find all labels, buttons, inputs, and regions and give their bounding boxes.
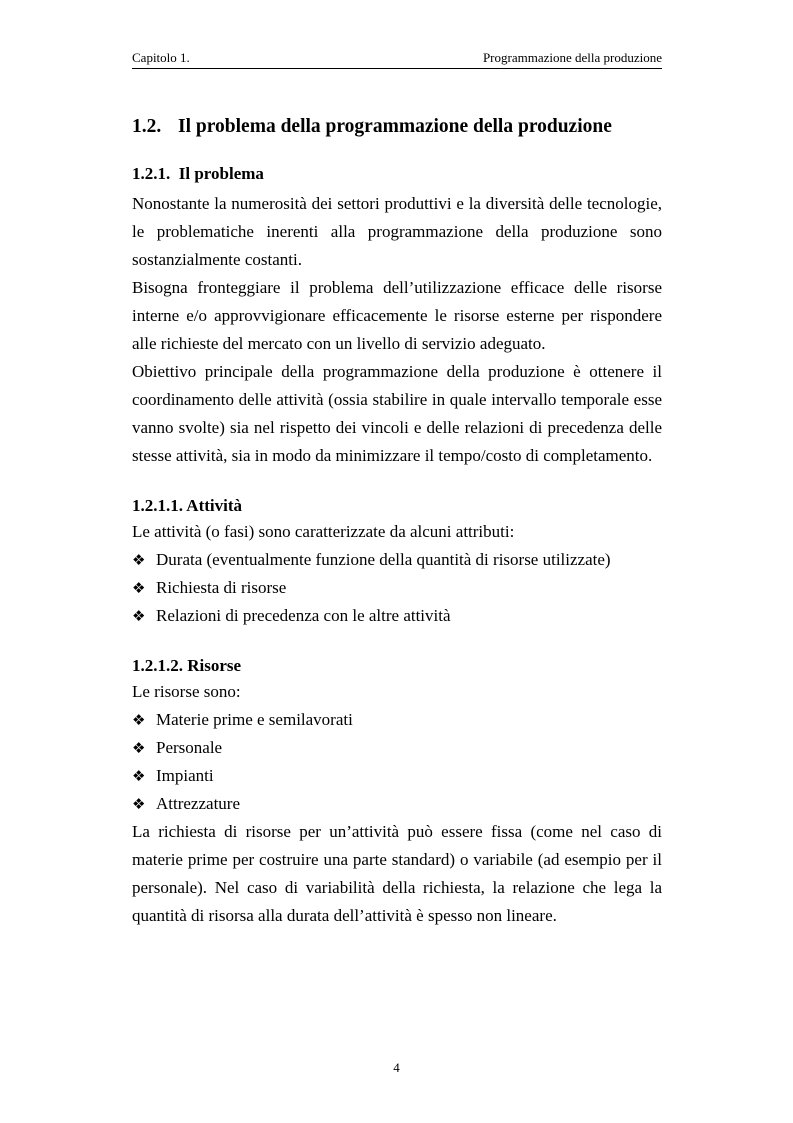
list-item: ❖ Relazioni di precedenza con le altre attività — [132, 602, 662, 630]
diamond-bullet-icon: ❖ — [132, 711, 146, 729]
page-number: 4 — [393, 1060, 400, 1075]
paragraph-objective: Obiettivo principale della programmazione della produzione è ottenere il coordinamento delle attività (ossia stabilire in quale intervallo temporale esse vanno svolte) sia nel rispetto dei vincoli e delle relazioni di precedenza delle stesse attività, sia in modo da minimizzare il tempo/costo di completamento. — [132, 362, 662, 465]
heading-attivita: 1.2.1.1. Attività — [132, 496, 243, 515]
list-item: ❖ Richiesta di risorse — [132, 574, 662, 602]
paragraph-resources: Bisogna fronteggiare il problema dell’utilizzazione efficace delle risorse interne e/o approvvigionare efficacemente le risorse esterne per rispondere alle richieste del mercato con un livello di servizio adeguato. — [132, 278, 662, 353]
diamond-bullet-icon: ❖ — [132, 579, 146, 597]
section-heading — [132, 114, 662, 140]
section-number: 1.2. — [132, 116, 162, 137]
heading-risorse: 1.2.1.2. Risorse — [132, 656, 242, 675]
risorse-list — [132, 706, 662, 818]
list-item: ❖ Durata (eventualmente funzione della quantità di risorse utilizzate) — [132, 546, 662, 574]
list-item: ❖ Impianti — [132, 762, 662, 790]
risorse-intro: Le risorse sono: — [132, 682, 241, 701]
attivita-list — [132, 546, 662, 630]
running-header — [132, 48, 662, 69]
paragraph-intro: Nonostante la numerosità dei settori produttivi e la diversità delle tecnologie, le problematiche inerenti alla programmazione della produzione sono sostanzialmente costanti. — [132, 194, 662, 269]
attivita-intro: Le attività (o fasi) sono caratterizzate da alcuni attributi: — [132, 522, 515, 541]
paragraph-resource-demand: La richiesta di risorse per un’attività può essere fissa (come nel caso di materie prime per costruire una parte standard) o variabile (ad esempio per il personale). Nel caso di variabilità della richiesta, la relazione che lega la quantità di risorsa alla durata dell’attività è spesso non lineare. — [132, 822, 662, 925]
header-chapter: Capitolo 1. — [132, 50, 190, 65]
diamond-bullet-icon: ❖ — [132, 607, 146, 625]
section-title: Il problema della programmazione della produzione — [178, 116, 612, 137]
diamond-bullet-icon: ❖ — [132, 739, 146, 757]
list-item: ❖ Personale — [132, 734, 662, 762]
list-item: ❖ Materie prime e semilavorati — [132, 706, 662, 734]
header-chapter-title: Programmazione della produzione — [482, 50, 662, 65]
diamond-bullet-icon: ❖ — [132, 551, 146, 569]
subsection-heading: 1.2.1. Il problema — [132, 164, 264, 183]
list-item: ❖ Attrezzature — [132, 790, 662, 818]
diamond-bullet-icon: ❖ — [132, 767, 146, 785]
page-content — [132, 114, 662, 930]
diamond-bullet-icon: ❖ — [132, 795, 146, 813]
